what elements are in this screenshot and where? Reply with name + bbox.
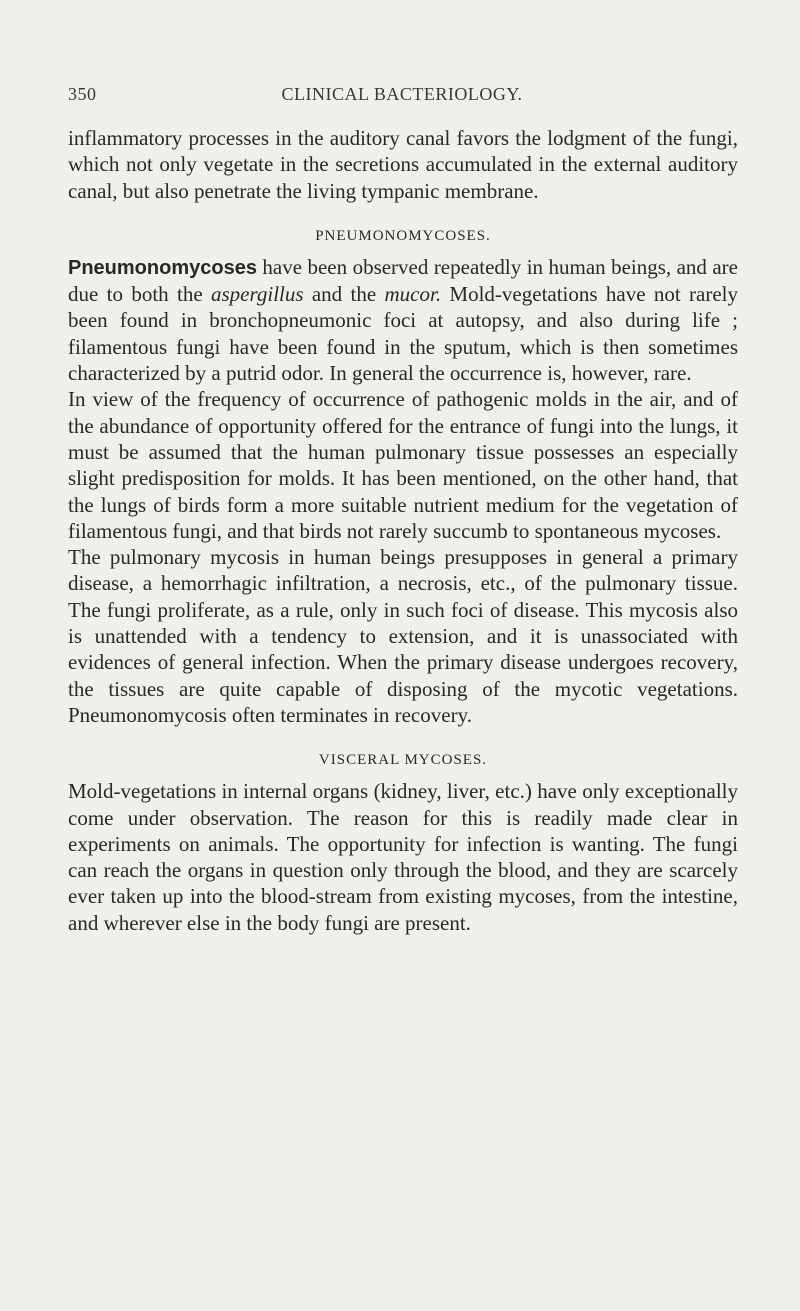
text-run: have been observed repeatedly in human beings, and are due to both the: [68, 254, 738, 307]
body-text: [68, 125, 738, 936]
paragraph-visceral-mycoses-1: Mold-vegetations in internal organs (kidney, liver, etc.) have only exceptionally come under observation. The reason for this is readily made clear in experiments on animals. The opportunity for infection is wanting. The fungi can reach the organs in question only through the blood, and they are scarcely ever taken up into the blood-stream from existing mycoses, from the intestine, and wherever else in the body fungi are present.: [68, 779, 738, 935]
paragraph-pneumonomycoses-2: In view of the frequency of occurrence of pathogenic molds in the air, and of the abundance of opportunity offered for the entrance of fungi into the lungs, it must be assumed that the human pulmonary tissue possesses an especially slight predisposition for molds. It has been mentioned, on the other hand, that the lungs of birds form a more suitable nutrient medium for the vegetation of filamentous fungi, and that birds not rarely succumb to spontaneous mycoses.: [68, 387, 738, 543]
text-run: Mold-vegetations have not rarely been found in bronchopneumonic foci at autopsy, and also during life ; filamentous fungi have been found in the sputum, which is then sometimes characterized by a putrid odor. In general the occurrence is, however, rare.: [68, 282, 738, 386]
paragraph-pneumonomycoses-1: [68, 254, 738, 386]
text-run: and the: [303, 282, 385, 307]
intro-paragraph: inflammatory processes in the auditory canal favors the lodgment of the fungi, which not only vegetate in the secretions accumulated in the external auditory canal, but also penetrate the living tympanic membrane.: [68, 126, 738, 203]
italic-term-mucor: mucor.: [384, 282, 442, 307]
lead-term: Pneumonomycoses: [68, 256, 257, 279]
italic-term-aspergillus: aspergillus: [210, 282, 304, 307]
paragraph-pneumonomycoses-3: The pulmonary mycosis in human beings presupposes in general a primary disease, a hemorrhagic infiltration, a necrosis, etc., of the pulmonary tissue. The fungi proliferate, as a rule, only in such foci of disease. This mycosis also is unattended with a tendency to extension, and it is unassociated with evidences of general infection. When the primary disease undergoes recovery, the tissues are quite capable of disposing of the mycotic vegetations. Pneumonomycosis often terminates in recovery.: [68, 545, 738, 727]
section-heading-visceral-mycoses: VISCERAL MYCOSES.: [318, 752, 488, 769]
section-heading-pneumonomycoses: PNEUMONOMYCOSES.: [315, 227, 491, 244]
page-number: 350: [68, 84, 97, 104]
running-title: CLINICAL BACTERIOLOGY.: [281, 84, 523, 104]
